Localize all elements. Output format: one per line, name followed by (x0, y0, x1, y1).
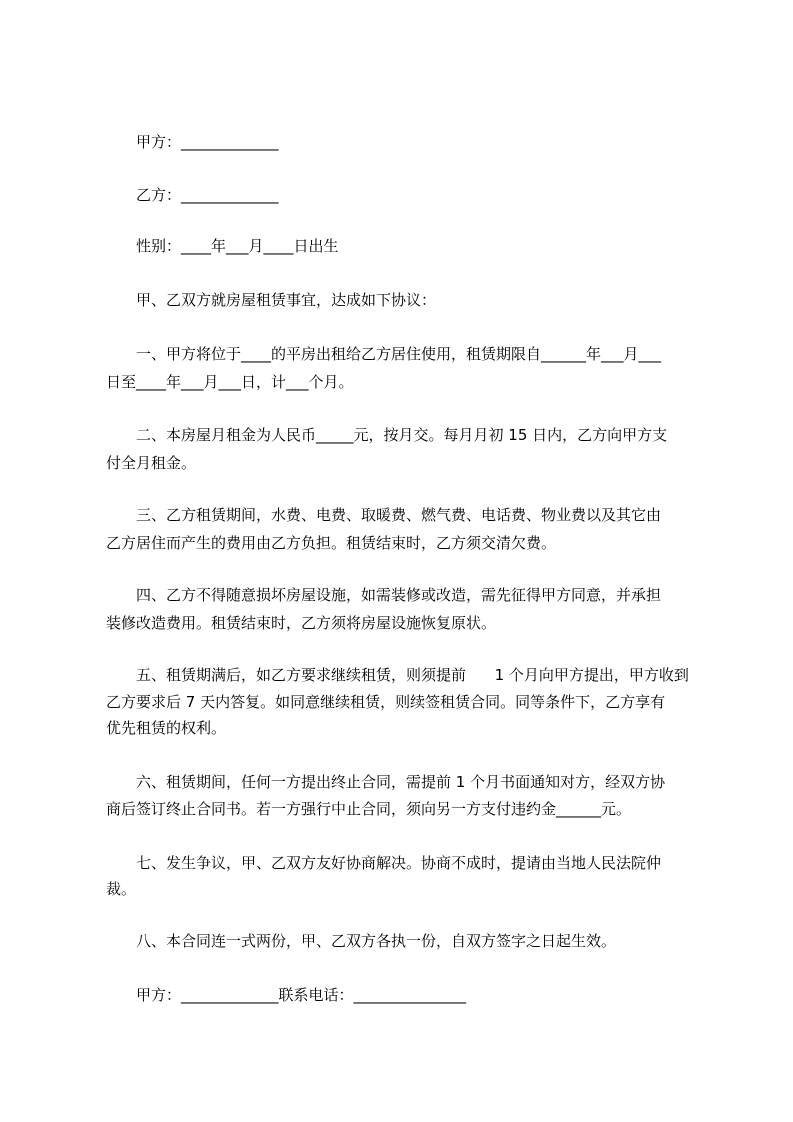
clause-2-line-2: 付全月租金。 (106, 454, 197, 472)
party-b-line (136, 185, 279, 205)
signature-party-a-label: 甲方： (136, 986, 182, 1004)
clause-2-line-1: 二、本房屋月租金为人民币_____元，按月交。每月月初 15 日内，乙方向甲方支 (136, 426, 668, 444)
party-b-blank: _____________ (181, 186, 279, 204)
clause-6-line-1: 六、租赁期间，任何一方提出终止合同，需提前 1 个月书面通知对方，经双方协 (136, 773, 666, 791)
signature-party-a-blank: _____________ (181, 986, 279, 1004)
clause-5-line-1: 五、租赁期满后，如乙方要求继续租赁，则须提前 1 个月向甲方提出，甲方收到 (136, 666, 689, 684)
signature-phone-label: 联系电话： (278, 986, 354, 1004)
clause-5-line-3: 优先租赁的权利。 (106, 719, 227, 737)
clause-1-line-2: 日至____年___月___日，计___个月。 (106, 373, 354, 391)
clause-7-line-2: 裁。 (106, 880, 137, 898)
party-a-label: 甲方： (136, 133, 182, 151)
agreement-intro: 甲、乙双方就房屋租赁事宜，达成如下协议： (136, 291, 437, 309)
clause-7-line-1: 七、发生争议，甲、乙双方友好协商解决。协商不成时，提请由当地人民法院仲 (136, 854, 662, 872)
signature-phone-blank: _______________ (353, 986, 467, 1004)
clause-3-line-2: 乙方居住而产生的费用由乙方负担。租赁结束时，乙方须交清欠费。 (106, 534, 557, 552)
clause-3-line-1: 三、乙方租赁期间，水费、电费、取暖费、燃气费、电话费、物业费以及其它由 (136, 506, 662, 524)
clause-6-line-2: 商后签订终止合同书。若一方强行中止合同，须向另一方支付违约金______元。 (106, 800, 632, 818)
clause-4-line-1: 四、乙方不得随意损坏房屋设施，如需装修或改造，需先征得甲方同意，并承担 (136, 586, 662, 604)
clause-5-line-2: 乙方要求后 7 天内答复。如同意继续租赁，则续签租赁合同。同等条件下，乙方享有 (106, 693, 666, 711)
clause-1-line-1: 一、甲方将位于____的平房出租给乙方居住使用，租赁期限自______年___月___ (136, 345, 662, 363)
party-b-label: 乙方： (136, 186, 182, 204)
party-a-line (136, 132, 279, 152)
clause-8-line-1: 八、本合同连一式两份，甲、乙双方各执一份，自双方签字之日起生效。 (136, 932, 617, 950)
party-a-blank: _____________ (181, 133, 279, 151)
gender-birth-line: 性别：____年___月____日出生 (136, 237, 339, 255)
clause-4-line-2: 装修改造费用。租赁结束时，乙方须将房屋设施恢复原状。 (106, 614, 497, 632)
signature-line (136, 985, 466, 1005)
